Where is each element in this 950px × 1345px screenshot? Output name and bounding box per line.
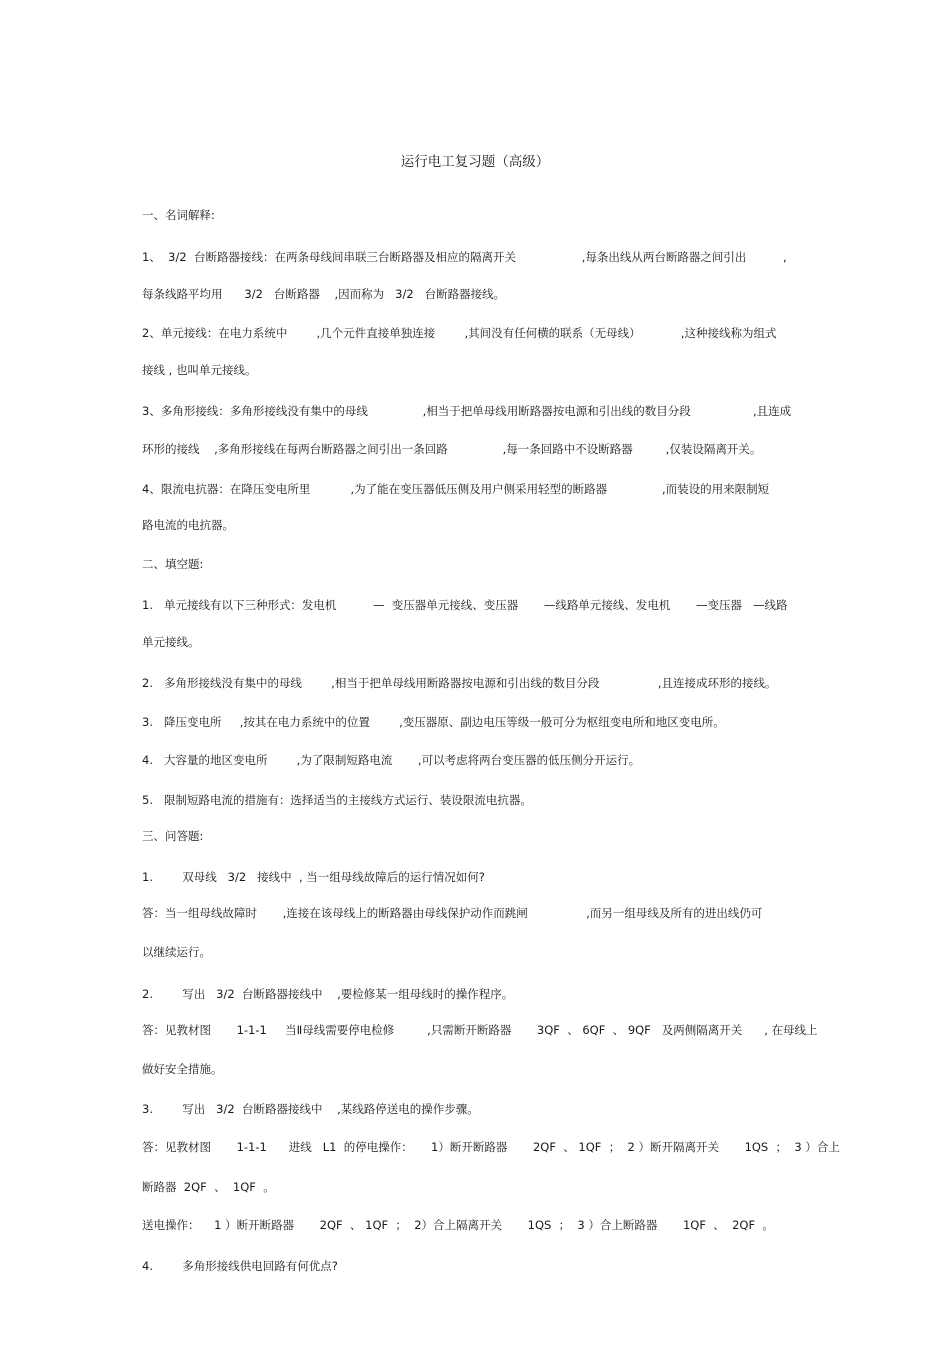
text-line: 断路器 2QF 、 1QF 。 <box>142 1180 275 1194</box>
text-line: 以继续运行。 <box>142 945 211 959</box>
text-line: 4、限流电抗器：在降压变电所里 ,为了能在变压器低压侧及用户侧采用轻型的断路器 ,而装设的用来限制短 <box>142 482 770 496</box>
text-line: 接线 , 也叫单元接线。 <box>142 363 257 377</box>
page-title: 运行电工复习题（高级） <box>400 154 550 170</box>
text-line: 1. 单元接线有以下三种形式：发电机 — 变压器单元接线、变压器 —线路单元接线、发电机 —变压器 —线路 <box>142 598 788 612</box>
text-line: 4. 多角形接线供电回路有何优点? <box>142 1259 338 1273</box>
text-line: 环形的接线 ,多角形接线在每两台断路器之间引出一条回路 ,每一条回路中不设断路器 ,仅装设隔离开关。 <box>142 442 762 456</box>
text-line: 答：见教材图 1-1-1 当Ⅱ母线需要停电检修 ,只需断开断路器 3QF 、 6QF 、 9QF 及两侧隔离开关 , 在母线上 <box>142 1023 818 1037</box>
text-line: 2. 多角形接线没有集中的母线 ,相当于把单母线用断路器按电源和引出线的数目分段 ,且连接成环形的接线。 <box>142 676 777 690</box>
text-line: 1. 双母线 3/2 接线中 , 当一组母线故障后的运行情况如何? <box>142 870 485 884</box>
text-line: 2、单元接线：在电力系统中 ,几个元件直接单独连接 ,其间没有任何横的联系（无母线） ,这种接线称为组式 <box>142 326 777 340</box>
text-line: 1、 3/2 台断路器接线：在两条母线间串联三台断路器及相应的隔离开关 ,每条出线从两台断路器之间引出 , <box>142 250 787 264</box>
text-line: 5. 限制短路电流的措施有：选择适当的主接线方式运行、装设限流电抗器。 <box>142 793 532 807</box>
text-line: 3、多角形接线：多角形接线没有集中的母线 ,相当于把单母线用断路器按电源和引出线的数目分段 ,且连成 <box>142 404 792 418</box>
text-line: 每条线路平均用 3/2 台断路器 ,因而称为 3/2 台断路器接线。 <box>142 287 506 301</box>
text-line: 4. 大容量的地区变电所 ,为了限制短路电流 ,可以考虑将两台变压器的低压侧分开运行。 <box>142 753 641 767</box>
section-heading-1: 一、名词解释: <box>142 208 215 222</box>
text-line: 单元接线。 <box>142 635 200 649</box>
text-line: 答：见教材图 1-1-1 进线 L1 的停电操作： 1）断开断路器 2QF 、 1QF ； 2 ）断开隔离开关 1QS ； 3 ）合上 <box>142 1140 840 1154</box>
text-line: 3. 降压变电所 ,按其在电力系统中的位置 ,变压器原、副边电压等级一般可分为枢纽变电所和地区变电所。 <box>142 715 725 729</box>
text-line: 2. 写出 3/2 台断路器接线中 ,要检修某一组母线时的操作程序。 <box>142 987 514 1001</box>
section-heading-2: 二、填空题: <box>142 557 204 571</box>
text-line: 送电操作： 1 ）断开断路器 2QF 、 1QF ； 2）合上隔离开关 1QS ； 3 ）合上断路器 1QF 、 2QF 。 <box>142 1218 774 1232</box>
section-heading-3: 三、问答题: <box>142 829 204 843</box>
text-line: 3. 写出 3/2 台断路器接线中 ,某线路停送电的操作步骤。 <box>142 1102 479 1116</box>
text-line: 做好安全措施。 <box>142 1062 223 1076</box>
text-line: 路电流的电抗器。 <box>142 518 234 532</box>
text-line: 答：当一组母线故障时 ,连接在该母线上的断路器由母线保护动作而跳闸 ,而另一组母线及所有的进出线仍可 <box>142 906 763 920</box>
